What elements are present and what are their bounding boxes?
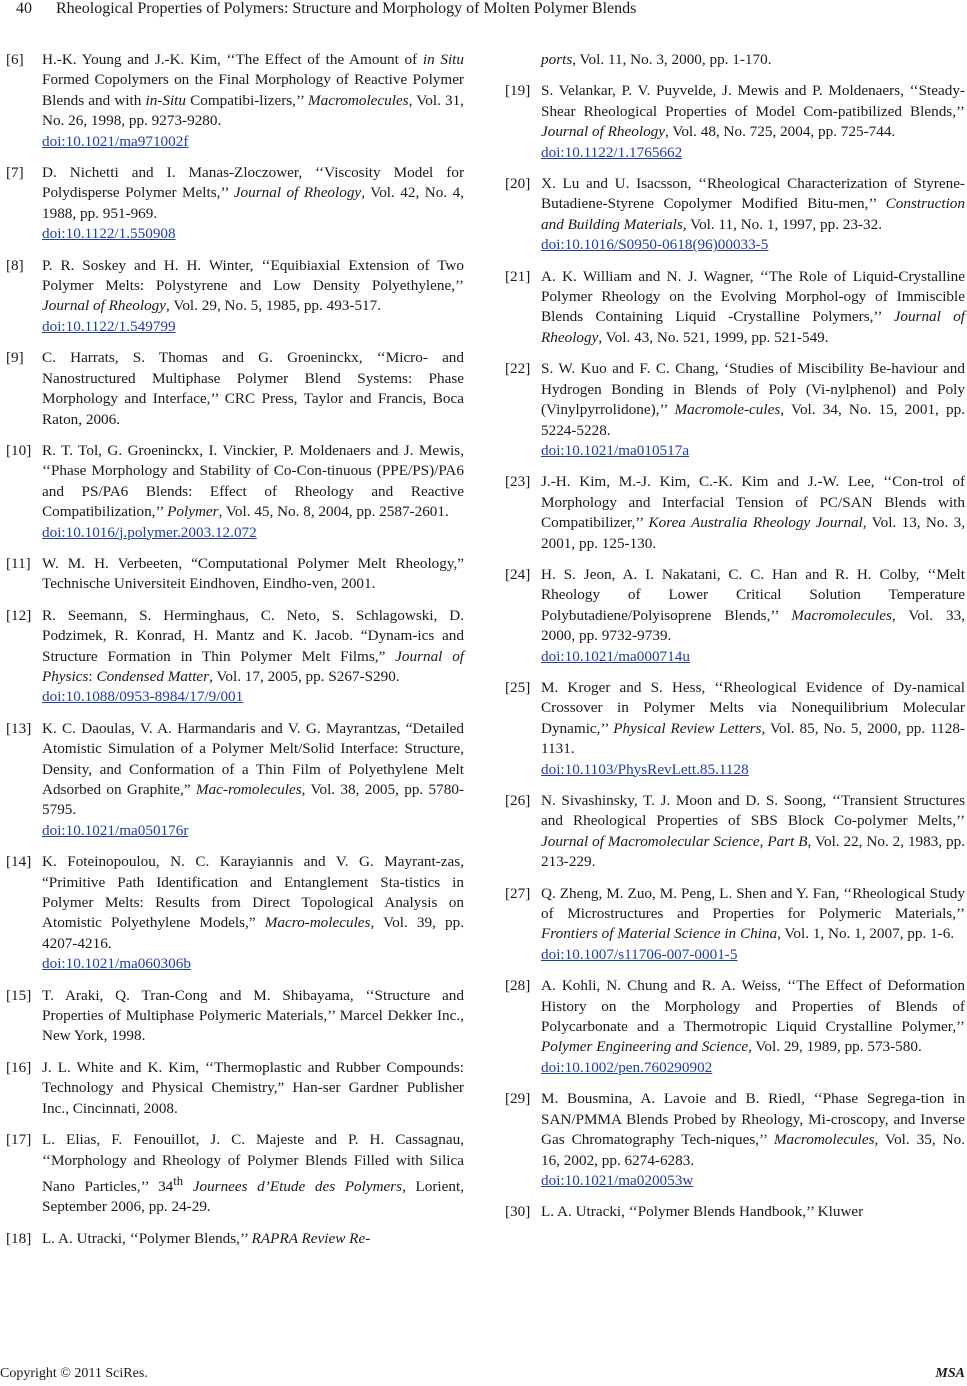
page-number: 40 <box>16 0 32 17</box>
reference-text: T. Araki, Q. Tran-Cong and M. Shibayama, ‘‘Structure and Properties of Multiphase Polymeric Materials,’’ Marcel Dekker Inc., New York, 1998. <box>42 986 464 1045</box>
reference-number: [10] <box>6 441 32 459</box>
reference-text: , Vol. 34, No. 15, 2001, pp. 5224-5228. <box>541 401 966 439</box>
reference-number: [7] <box>6 164 24 182</box>
reference-item <box>505 81 965 163</box>
italic-text: Polymer Engineering and Science <box>541 1038 749 1056</box>
italic-text: Macro-molecules <box>264 914 371 932</box>
reference-item <box>505 565 965 667</box>
reference-item <box>6 1058 464 1119</box>
reference-item <box>6 441 464 543</box>
reference-number: [12] <box>6 606 32 624</box>
reference-number: [30] <box>505 1203 531 1221</box>
superscript-text: th <box>173 1173 184 1188</box>
reference-item <box>505 174 965 256</box>
reference-number: [21] <box>505 267 531 285</box>
doi-link[interactable]: doi:10.1122/1.1765662 <box>541 143 683 161</box>
reference-number: [11] <box>6 554 31 572</box>
reference-text: H.-K. Young and J.-K. Kim, ‘‘The Effect of the Amount of <box>42 51 423 68</box>
italic-text: Macromole-cules <box>674 401 781 419</box>
reference-continuation <box>505 50 965 70</box>
italic-text: Mac-romolecules <box>195 781 302 798</box>
reference-text: , Vol. 17, 2005, pp. S267-S290. <box>209 667 400 685</box>
doi-link[interactable]: doi:10.1122/1.549799 <box>42 317 176 335</box>
reference-text: , Vol. 29, No. 5, 1985, pp. 493-517. <box>166 297 382 315</box>
reference-item <box>505 884 965 966</box>
reference-text: X. Lu and U. Isacsson, ‘‘Rheological Characterization of Styrene-Butadiene-Styrene Copolymer Modified Bitu-men,’’ <box>541 175 965 213</box>
reference-item <box>6 554 464 595</box>
reference-number: [28] <box>505 977 531 995</box>
doi-link[interactable]: doi:10.1021/ma010517a <box>541 441 690 459</box>
reference-text: J. L. White and K. Kim, ‘‘Thermoplastic and Rubber Compounds: Technology and Physical Chemistry,” Han-ser Gardner Publisher Inc., Cincinnati, 2008. <box>42 1058 464 1117</box>
italic-text: Journal of Rheology <box>541 123 666 141</box>
italic-text: ports <box>541 51 573 68</box>
italic-text: Polymer <box>167 503 219 521</box>
reference-text: Compatibi-lizers,’’ <box>185 91 308 109</box>
reference-item <box>6 719 464 841</box>
reference-number: [19] <box>505 82 531 100</box>
reference-item <box>6 852 464 974</box>
reference-text: A. Kohli, N. Chung and R. A. Weiss, ‘‘The Effect of Deformation History on the Morphology and Properties of Blends of Polycarbonate and a Thermotropic Liquid Crystalline Polymer,’’ <box>541 977 965 1036</box>
reference-number: [23] <box>505 473 531 491</box>
reference-text: , Lorient, September 2006, pp. 24-29. <box>42 1177 465 1216</box>
reference-body <box>42 348 464 430</box>
reference-number: [25] <box>505 678 531 696</box>
reference-body <box>42 256 464 317</box>
reference-body <box>541 678 965 760</box>
italic-text: Macromolecules <box>791 606 892 624</box>
italic-text: Macromolecules <box>307 91 409 109</box>
italic-text: Journal of Rheology <box>233 184 362 202</box>
reference-text: , Vol. 22, No. 2, 1983, pp. 213-229. <box>541 832 966 871</box>
reference-text: D. Nichetti and I. Manas-Zloczower, ‘‘Viscosity Model for Polydisperse Polymer Melts,’’ <box>42 164 464 202</box>
reference-item <box>505 359 965 461</box>
reference-number: [20] <box>505 175 531 193</box>
reference-body <box>42 163 464 224</box>
reference-number: [26] <box>505 792 531 809</box>
italic-text: RAPRA Review Re- <box>251 1229 371 1247</box>
reference-number: [18] <box>6 1229 32 1247</box>
reference-body <box>541 81 965 142</box>
reference-item <box>505 791 965 873</box>
doi-link[interactable]: doi:10.1002/pen.760290902 <box>541 1058 713 1076</box>
right-column <box>505 50 965 1234</box>
copyright-notice: Copyright © 2011 SciRes. <box>0 1366 148 1381</box>
reference-number: [22] <box>505 360 531 378</box>
reference-text: M. Kroger and S. Hess, ‘‘Rheological Evidence of Dy-namical Crossover in Polymer Melts via Nonequilibrium Molecular Dynamic,’’ <box>541 678 965 737</box>
reference-item <box>505 976 965 1078</box>
doi-link[interactable]: doi:10.1021/ma971002f <box>42 132 189 150</box>
reference-number: [13] <box>6 719 32 737</box>
reference-item <box>505 1202 965 1222</box>
reference-text: Formed Copolymers on the Final Morphology of Reactive Polymer Blends and with <box>42 71 464 109</box>
reference-text: , Vol. 85, No. 5, 2000, pp. 1128-1131. <box>541 719 965 758</box>
reference-text: , <box>759 832 768 850</box>
reference-number: [27] <box>505 884 531 902</box>
reference-number: [9] <box>6 349 24 367</box>
reference-number: [17] <box>6 1131 32 1149</box>
reference-body <box>541 174 965 235</box>
reference-item <box>6 1130 464 1218</box>
reference-text: : <box>88 667 97 685</box>
italic-text: Macromolecules <box>773 1131 875 1149</box>
reference-number: [24] <box>505 565 531 583</box>
reference-item <box>6 606 464 708</box>
reference-text: , Vol. 13, No. 3, 2001, pp. 125-130. <box>541 514 965 552</box>
reference-text: J.-H. Kim, M.-J. Kim, C.-K. Kim and J.-W. Lee, ‘‘Con-trol of Morphology and Interfacial Tension of PC/SAN Blends with Compatibilizer,’’ <box>541 473 965 532</box>
reference-body <box>541 267 965 349</box>
italic-text: Condensed Matter <box>96 667 210 685</box>
reference-body <box>42 1058 464 1119</box>
reference-body <box>541 1202 965 1222</box>
reference-text: , Vol. 11, No. 1, 1997, pp. 23-32. <box>682 215 883 233</box>
doi-link[interactable]: doi:10.1021/ma060306b <box>42 955 191 973</box>
reference-body <box>42 719 464 821</box>
reference-text: M. Bousmina, A. Lavoie and B. Riedl, ‘‘Phase Segrega-tion in SAN/PMMA Blends Probed by Rheology, Mi-croscopy, and Inverse Gas Chromatography Tech-niques,’’ <box>541 1090 965 1149</box>
doi-link[interactable]: doi:10.1088/0953-8984/17/9/001 <box>42 688 244 706</box>
reference-text: P. R. Soskey and H. H. Winter, ‘‘Equibiaxial Extension of Two Polymer Melts: Polystyrene and Low Density Polyethylene,’’ <box>42 256 464 295</box>
reference-item <box>6 256 464 338</box>
reference-item <box>6 163 464 245</box>
reference-body <box>42 441 464 523</box>
doi-link[interactable]: doi:10.1007/s11706-007-0001-5 <box>541 945 738 963</box>
reference-text: , Vol. 38, 2005, pp. 5780-5795. <box>42 781 464 819</box>
italic-text: Journal of Rheology <box>42 297 167 315</box>
reference-text: H. S. Jeon, A. I. Nakatani, C. C. Han and R. H. Colby, ‘‘Melt Rheology of Lower Critical Solution Temperature Polybutadiene/Polyisoprene Blends,’’ <box>541 565 965 624</box>
reference-text: A. K. William and N. J. Wagner, ‘‘The Role of Liquid-Crystalline Polymer Rheology on the Evolving Morphol-ogy of Immiscible Blends Containing Liquid -Crystalline Polymers,’’ <box>541 267 965 326</box>
italic-text: Physical Review Letters <box>613 719 762 737</box>
italic-text: in-Situ <box>145 91 186 109</box>
reference-text: L. A. Utracki, ‘‘Polymer Blends Handbook,’’ Kluwer <box>541 1203 864 1221</box>
reference-body <box>42 1229 464 1249</box>
reference-text <box>183 1178 193 1195</box>
doi-link[interactable]: doi:10.1021/ma000714u <box>541 647 690 665</box>
reference-text: L. Elias, F. Fenouillot, J. C. Majeste and P. H. Cassagnau, ‘‘Morphology and Rheology of Polymer Blends Filled with Silica Nano Particles,’’ 34 <box>42 1131 464 1195</box>
reference-text: N. Sivashinsky, T. J. Moon and D. S. Soong, ‘‘Transient Structures and Rheological Properties of SBS Block Co-polymer Melts,’’ <box>541 792 965 830</box>
reference-text: , Vol. 11, No. 3, 2000, pp. 1-170. <box>572 51 772 68</box>
reference-number: [8] <box>6 256 24 274</box>
italic-text: Part B <box>767 832 808 850</box>
reference-text: Q. Zheng, M. Zuo, M. Peng, L. Shen and Y. Fan, ‘‘Rheological Study of Microstructures and Properties for Polymeric Materials,’’ <box>541 884 965 923</box>
reference-text: , Vol. 31, No. 26, 1998, pp. 9273-9280. <box>42 91 464 130</box>
doi-link[interactable]: doi:10.1122/1.550908 <box>42 225 176 243</box>
reference-text: , Vol. 1, No. 1, 2007, pp. 1-6. <box>777 925 955 943</box>
reference-text: R. T. Tol, G. Groeninckx, I. Vinckier, P. Moldenaers and J. Mewis, ‘‘Phase Morphology and Stability of Co-Con-tinuous (PPE/PS)/PA6 and PS/PA6 Blends: Effect of Rheology and Reactive Compatibilization,’’ <box>42 441 464 521</box>
reference-text: , Vol. 43, No. 521, 1999, pp. 521-549. <box>598 328 829 346</box>
reference-body <box>541 884 965 945</box>
reference-text: S. Velankar, P. V. Puyvelde, J. Mewis and P. Moldenaers, ‘‘Steady-Shear Rheological Properties of Model Com-patibilized Blends,’’ <box>541 82 965 120</box>
reference-text: K. C. Daoulas, V. A. Harmandaris and V. G. Mayrantzas, “Detailed Atomistic Simulation of a Polymer Melt/Solid Interface: Structure, Density, and Conformation of a Thin Film of Polyethylene Melt Adsorbed on Graphite,” <box>42 719 464 798</box>
italic-text: in Situ <box>422 51 464 68</box>
italic-text: Journal of Macromolecular Science <box>541 832 760 850</box>
reference-text: , Vol. 42, No. 4, 1988, pp. 951-969. <box>42 184 464 222</box>
reference-item <box>6 50 464 152</box>
reference-item <box>505 678 965 780</box>
reference-text: S. W. Kuo and F. C. Chang, ‘Studies of Miscibility Be-haviour and Hydrogen Bonding in Blends of Poly (Vi-nylphenol) and Poly (Vinylpyrrolidone),’’ <box>541 360 965 419</box>
journal-abbreviation: MSA <box>935 1366 965 1381</box>
reference-body <box>42 1130 464 1218</box>
reference-item <box>6 986 464 1047</box>
reference-body <box>541 472 965 554</box>
reference-number: [14] <box>6 853 32 871</box>
reference-body <box>541 1089 965 1171</box>
reference-text: C. Harrats, S. Thomas and G. Groeninckx, ‘‘Micro- and Nanostructured Multiphase Polymer Blend Systems: Phase Morphology and Interface,’’ CRC Press, Taylor and Francis, Boca Raton, 2006. <box>42 349 464 428</box>
reference-body <box>42 852 464 954</box>
reference-number: [29] <box>505 1090 531 1108</box>
doi-link[interactable]: doi:10.1103/PhysRevLett.85.1128 <box>541 760 749 778</box>
reference-text: , Vol. 33, 2000, pp. 9732-9739. <box>541 606 965 645</box>
reference-text: , Vol. 45, No. 8, 2004, pp. 2587-2601. <box>218 503 449 521</box>
doi-link[interactable]: doi:10.1021/ma050176r <box>42 821 189 839</box>
reference-text: W. M. H. Verbeeten, “Computational Polymer Melt Rheology,” Technische Universiteit Eindhoven, Eindho-ven, 2001. <box>42 554 464 593</box>
reference-body <box>541 359 965 441</box>
reference-item <box>505 267 965 349</box>
reference-number: [16] <box>6 1058 32 1076</box>
italic-text: Journal of Rheology <box>541 308 966 346</box>
italic-text: Construction and Building Materials <box>541 195 965 233</box>
italic-text: Journal of Physics <box>42 647 465 685</box>
reference-body <box>42 50 464 132</box>
reference-body <box>42 986 464 1047</box>
reference-item <box>6 348 464 430</box>
reference-text: , Vol. 39, pp. 4207-4216. <box>42 914 464 952</box>
reference-item <box>505 1089 965 1191</box>
reference-body <box>42 606 464 688</box>
doi-link[interactable]: doi:10.1016/j.polymer.2003.12.072 <box>42 523 257 541</box>
reference-item <box>6 1229 464 1249</box>
reference-text: , Vol. 48, No. 725, 2004, pp. 725-744. <box>665 123 896 141</box>
doi-link[interactable]: doi:10.1021/ma020053w <box>541 1171 694 1189</box>
reference-text: , Vol. 35, No. 16, 2002, pp. 6274-6283. <box>541 1131 965 1169</box>
reference-text: K. Foteinopoulou, N. C. Karayiannis and V. G. Mayrant-zas, “Primitive Path Identification and Entanglement Sta-tistics in Polymer Melts: Results from Direct Topological Analysis on Atomistic Polyethylene Models,” <box>42 853 464 932</box>
doi-link[interactable]: doi:10.1016/S0950-0618(96)00033-5 <box>541 236 769 254</box>
reference-text: R. Seemann, S. Herminghaus, C. Neto, S. Schlagowski, D. Podzimek, R. Konrad, H. Mantz and K. Jacob. “Dynam-ics and Structure Formation in Thin Polymer Melt Films,” <box>42 606 464 665</box>
reference-body <box>541 565 965 647</box>
left-column <box>6 50 464 1260</box>
reference-text: L. A. Utracki, ‘‘Polymer Blends,’’ <box>42 1229 252 1247</box>
italic-text: Journees d’Etude des Polymers <box>192 1177 403 1195</box>
reference-body <box>42 554 464 595</box>
italic-text: Frontiers of Material Science in China <box>541 925 778 943</box>
reference-body <box>541 791 965 873</box>
reference-number: [6] <box>6 51 24 68</box>
running-title: Rheological Properties of Polymers: Structure and Morphology of Molten Polymer Blends <box>56 0 637 17</box>
italic-text: Korea Australia Rheology Journal <box>648 514 863 532</box>
reference-body <box>541 976 965 1058</box>
reference-number: [15] <box>6 986 32 1004</box>
reference-item <box>505 472 965 554</box>
reference-text: , Vol. 29, 1989, pp. 573-580. <box>748 1038 922 1056</box>
